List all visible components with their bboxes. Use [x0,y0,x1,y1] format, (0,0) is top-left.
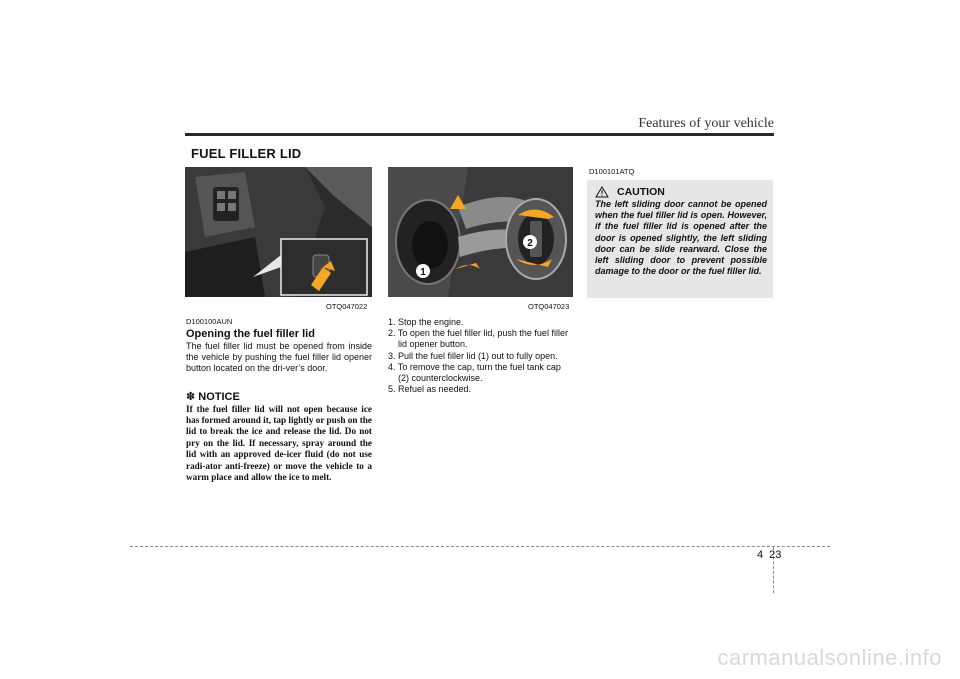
running-header: Features of your vehicle [638,116,774,131]
left-photo-caption: OTQ047022 [326,302,368,311]
door-opener-photo [185,167,372,297]
left-column [186,317,372,483]
opening-heading: Opening the fuel filler lid [186,328,315,340]
step-item: 4. To remove the cap, turn the fuel tank cap (2) counterclockwise. [388,361,561,384]
step-item: 2. To open the fuel filler lid, push the fuel filler lid opener button. [388,328,568,350]
chapter-number: 4 [757,549,764,561]
middle-column [388,317,573,395]
page-number-value: 23 [769,549,782,561]
callout-2: 2 [527,238,533,249]
callout-1: 1 [420,267,426,278]
step-item: 1. Stop the engine. [388,317,464,327]
footer-rule [130,546,830,547]
caution-text: The left sliding door cannot be opened when the fuel filler lid is open. However, if the fuel filler lid is opened after the door is opened slightly, the left sliding door can be slide rearward. Close the left sliding door to prevent possible damage to the door or the fuel filler lid. [595,199,767,277]
right-section-code: D100101ATQ [589,167,635,176]
fuel-filler-illustration [388,167,573,297]
notice-title: ✽ NOTICE [186,390,240,403]
section-title: FUEL FILLER LID [191,146,302,161]
fuel-filler-photo [388,167,573,297]
step-item: 3. Pull the fuel filler lid (1) out to fully open. [388,350,558,361]
opening-paragraph: The fuel filler lid must be opened from inside the vehicle by pushing the fuel filler lid opener button located on the dri-ver’s door. [186,341,372,374]
caution-title: CAUTION [617,186,665,198]
warning-triangle-icon [595,186,609,198]
page-number [757,549,781,561]
right-photo-caption: OTQ047023 [528,302,570,311]
door-opener-illustration [185,167,372,297]
watermark: carmanualsonline.info [717,645,942,670]
step-item: 5. Refuel as needed. [388,384,472,395]
caution-box [587,180,773,298]
steps-list [388,317,573,395]
left-section-code: D100100AUN [186,317,233,326]
header-rule [185,133,774,136]
notice-text: If the fuel filler lid will not open because ice has formed around it, tap lightly or push on the lid to break the ice and release the lid. Do not pry on the lid. If necessary, spray around the lid with an approved de-icer fluid (do not use radi-ator anti-freeze) or move the vehicle to a warm place and allow the ice to melt. [186,403,372,483]
